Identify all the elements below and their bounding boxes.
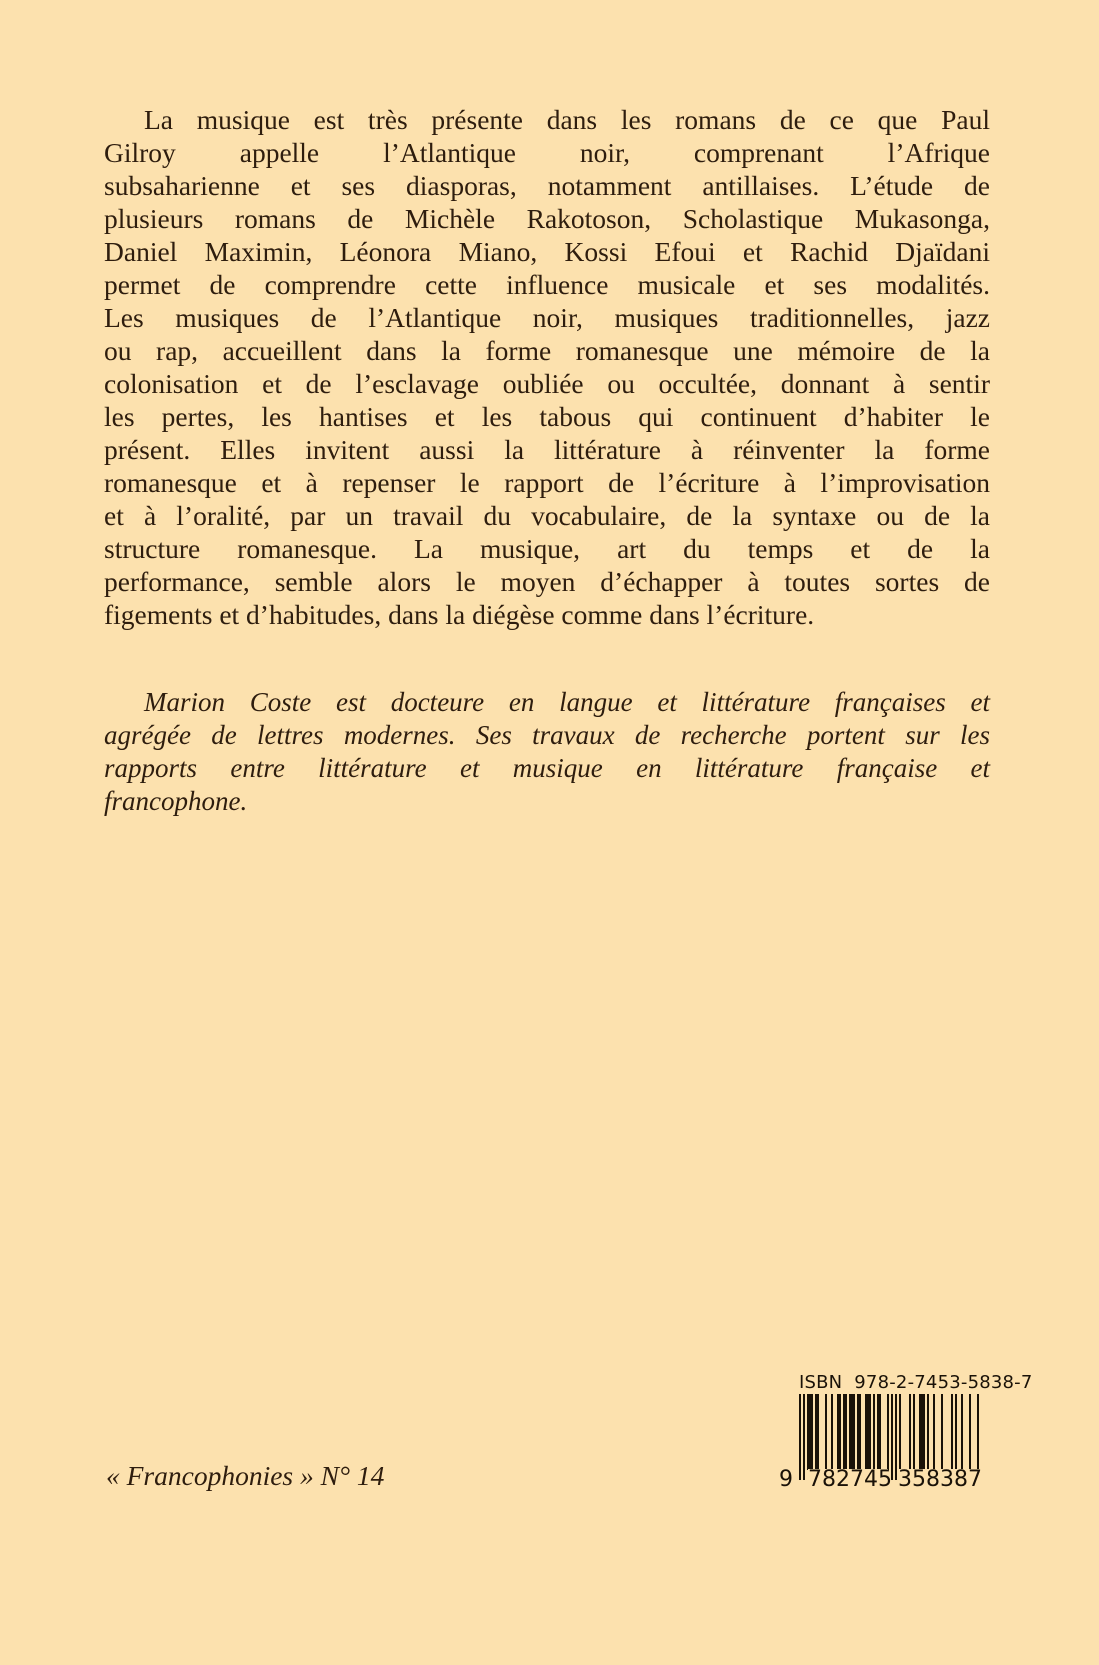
blurb-line: et à l’oralité, par un travail du vocabulaire, de la syntaxe ou de la [104,500,990,531]
ean-digit: 2 [836,1467,850,1492]
bio-line: agrégée de lettres modernes. Ses travaux de recherche portent sur les [104,720,990,750]
ean-digit: 7 [808,1467,822,1492]
blurb-paragraph [104,103,990,631]
bio-line: rapports entre littérature et musique en littérature française et [104,753,990,783]
series-label: « Francophonies » N° 14 [106,1460,385,1491]
blurb-line: les pertes, les hantises et les tabous qui continuent d’habiter le [104,401,990,432]
ean-digit: 4 [864,1467,878,1492]
ean-right-digits [898,1469,982,1491]
ean-digit: 8 [926,1467,940,1492]
ean-left-digits [808,1467,892,1492]
ean-digit: 3 [940,1467,954,1492]
bio-line: francophone. [104,786,248,816]
ean-digit: 8 [822,1467,836,1492]
ean-digit: 7 [850,1467,864,1492]
blurb-line: permet de comprendre cette influence musicale et ses modalités. [104,269,990,300]
ean13-barcode [777,1394,991,1494]
blurb-line: présent. Elles invitent aussi la littérature à réinventer la forme [104,434,990,465]
blurb-line: La musique est très présente dans les romans de ce que Paul [144,104,990,135]
ean-digit: 5 [912,1467,926,1492]
blurb-line: subsaharienne et ses diasporas, notamment antillaises. L’étude de [104,170,990,201]
blurb-line: colonisation et de l’esclavage oubliée ou occultée, donnant à sentir [104,368,990,399]
ean-lead-digit: 9 [779,1467,793,1492]
blurb-line: Les musiques de l’Atlantique noir, musiques traditionnelles, jazz [104,302,990,333]
blurb-line: Gilroy appelle l’Atlantique noir, comprenant l’Afrique [104,137,990,168]
isbn-barcode [777,1372,1033,1494]
blurb-line: romanesque et à repenser le rapport de l’écriture à l’improvisation [104,467,990,498]
bio-line: Marion Coste est docteure en langue et littérature françaises et [144,687,990,717]
ean-digit: 3 [898,1467,912,1492]
blurb-line: figements et d’habitudes, dans la diégèse comme dans l’écriture. [104,599,815,630]
blurb-line: plusieurs romans de Michèle Rakotoson, Scholastique Mukasonga, [104,203,990,234]
blurb-line: Daniel Maximin, Léonora Miano, Kossi Efoui et Rachid Djaïdani [104,236,990,267]
ean-digit: 5 [878,1467,892,1492]
blurb-line: structure romanesque. La musique, art du temps et de la [104,533,990,564]
isbn-number-label: ISBN 978-2-7453-5838-7 [799,1372,1033,1393]
ean-digit: 7 [968,1467,982,1492]
author-bio-paragraph [104,686,990,818]
blurb-line: ou rap, accueillent dans la forme romanesque une mémoire de la [104,335,990,366]
blurb-line: performance, semble alors le moyen d’échapper à toutes sortes de [104,566,990,597]
ean-digit: 8 [954,1467,968,1492]
